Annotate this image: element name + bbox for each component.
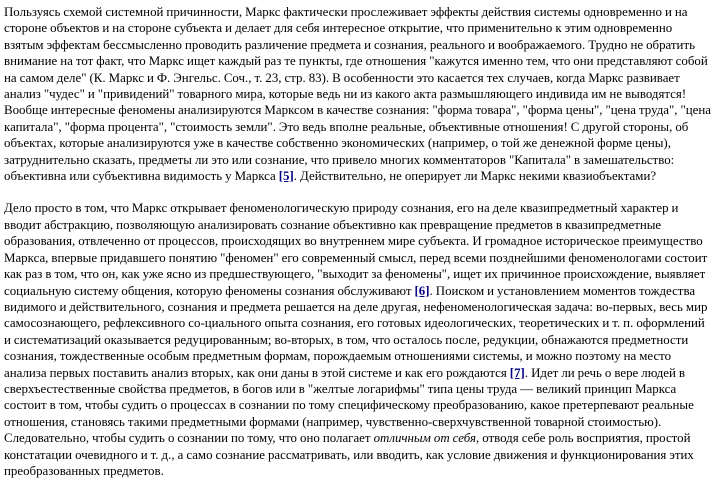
paragraph-2 — [4, 200, 711, 479]
emphasis-text: отличным от себя — [373, 431, 476, 446]
paragraph-2-text-4: , отводя себе роль восприятия, простой констатации очевидного и т. д., а само сознание рассматривать, или вводить, как условие движения и функционирования этих преобразованных предметов. — [4, 431, 694, 478]
paragraph-1 — [4, 4, 711, 184]
footnote-link-6[interactable]: [6] — [414, 283, 430, 298]
paragraph-2-text-1: Дело просто в том, что Маркс открывает феноменологическую природу сознания, его на деле квазипредметный характер и вводит абстракцию, позволяющую анализировать сознание объективно как превращение предметов в квазипредметные образования, отвлеченно от процессов, происходящих во внутреннем мире субъекта. И громадное историческое преимущество Маркса, впервые придавшего понятию "феномен" его современный смысл, перед всеми позднейшими феноменологами состоит как раз в том, что он, как уже ясно из предшествующего, "выходит за феномены", ищет их причинное происхождение, выявляет социальную систему общения, которую феномены сознания обслуживают — [4, 201, 708, 298]
paragraph-2-text-3: . Идет ли речь о вере людей в сверхъестественные свойства предметов, в богов или в "желтые логарифмы" типа цены труда — великий принцип Маркса состоит в том, чтобы судить о процессах в сознании по тому специфическому преобразованию, какое претерпевают реальные отношения, становясь такими предметными формами (например, чувственно-сверхчувственной товарной стоимостью). Следовательно, чтобы судить о сознании по тому, что оно полагает — [4, 365, 694, 446]
footnote-link-7[interactable]: [7] — [509, 365, 525, 380]
footnote-link-5[interactable]: [5] — [278, 169, 294, 184]
paragraph-1-text-1: Пользуясь схемой системной причинности, Маркс фактически прослеживает эффекты действия системы одновременно и на стороне объектов и на стороне субъекта и делает для себя интересное открытие, что применительно к этим одновременно взятым эффектам бессмысленно проводить различение предмета и сознания, реального и воображаемого. Трудно не обратить внимание на тот факт, что Маркс ищет каждый раз те пункты, где отношения "кажутся именно тем, что они представляют собой на самом деле" (К. Маркс и Ф. Энгельс. Соч., т. 23, стр. 83). В особенности это касается тех случаев, когда Маркс развивает анализ "чудес" и "привидений" товарного мира, которые ведь ни из какого акта размышляющего индивида им не выводятся! Вообще интересные феномены анализируются Марксом в качестве сознания: "форма товара", "форма цены", "цена труда", "цена капитала", "форма процента", "стоимость земли". Это ведь вполне реальные, объективные отношения! С другой стороны, об объектах, которые анализируются уже в качестве собственно экономических (например, о той же денежной форме цены), затруднительно сказать, предметы ли это или сознание, что привело многих комментаторов "Капитала" в замешательство: объективна или субъективна видимость у Маркса — [4, 5, 712, 184]
paragraph-1-text-2: . Действительно, не оперирует ли Маркс некими квазиобъектами? — [293, 169, 657, 184]
document-body — [4, 4, 711, 479]
paragraph-2-text-2: . Поиском и установлением моментов тождества видимого и действительного, сознания и предмета решается на деле другая, нефеноменологическая задача: во-первых, весь мир самосознающего, рефлексивного со-циального опыта сознания, его готовых идеологических, теоретических и т. п. оформлений и систематизаций оказывается редуцированным; во-вторых, в том, что осталось после, редукции, обнажаются предметности сознания, тождественные особым предметным формам, порождаемым отношениями системы, и можно поэтому на место анализа первых поставить анализ вторых, как они даны в этой системе и как его рождаются — [4, 283, 708, 380]
